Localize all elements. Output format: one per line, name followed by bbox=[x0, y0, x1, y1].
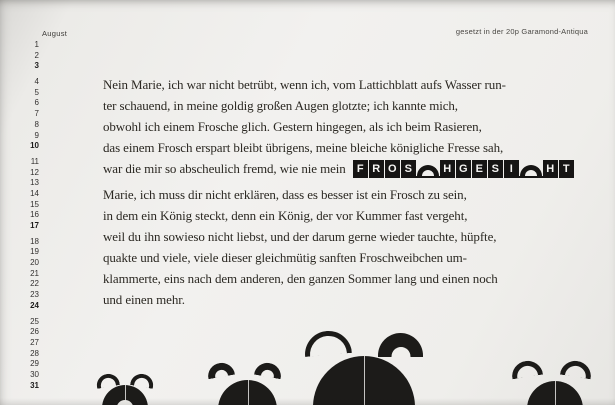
logo-letter-tile: E bbox=[472, 160, 487, 178]
day-number: 29 bbox=[30, 359, 39, 369]
day-number: 24 bbox=[30, 300, 39, 310]
day-number: 4 bbox=[34, 77, 39, 87]
arch-baseline bbox=[519, 176, 543, 178]
day-number: 13 bbox=[30, 178, 39, 188]
paragraph-1-last-line bbox=[103, 158, 603, 179]
froschgesicht-logotype bbox=[353, 160, 575, 178]
logo-letter-tile: R bbox=[369, 160, 384, 178]
day-number: 9 bbox=[34, 130, 39, 140]
day-number: 8 bbox=[34, 119, 39, 129]
day-number: 23 bbox=[30, 290, 39, 300]
calendar-week bbox=[22, 317, 39, 392]
text-line: das einem Frosch erspart bleibt übrigens, meine bleiche königliche Fresse sah, bbox=[103, 140, 504, 155]
calendar-week bbox=[22, 77, 39, 152]
day-number: 3 bbox=[34, 61, 39, 71]
logo-frog-arch-icon bbox=[520, 160, 542, 178]
frog3-eye-notch bbox=[391, 347, 410, 357]
day-number: 16 bbox=[30, 210, 39, 220]
text-line: obwohl ich einem Frosche glich. Gestern hingegen, als ich beim Rasieren, bbox=[103, 119, 482, 134]
paragraph-1 bbox=[103, 74, 603, 158]
logo-letter-tile: H bbox=[440, 160, 455, 178]
frog4-right-eye-icon bbox=[560, 359, 593, 380]
day-number: 7 bbox=[34, 109, 39, 119]
day-number: 22 bbox=[30, 279, 39, 289]
logo-letter-tile: S bbox=[488, 160, 503, 178]
logo-letter-tile: O bbox=[385, 160, 400, 178]
frog2-left-eye-icon bbox=[206, 361, 235, 379]
day-number: 10 bbox=[30, 141, 39, 151]
logo-letter-tile: I bbox=[504, 160, 519, 178]
day-number: 28 bbox=[30, 348, 39, 358]
text-line: Marie, ich muss dir nicht erklären, dass es besser ist ein Frosch zu sein, bbox=[103, 187, 467, 202]
text-line: klammerte, eins nach dem anderen, den ganzen Sommer lang und einen noch bbox=[103, 271, 498, 286]
logo-frog-arch-icon bbox=[417, 160, 439, 178]
month-label: August bbox=[42, 29, 68, 38]
day-number: 30 bbox=[30, 369, 39, 379]
logo-letter-tile: S bbox=[401, 160, 416, 178]
logo-letter-tile: F bbox=[353, 160, 368, 178]
day-number: 15 bbox=[30, 199, 39, 209]
arch-baseline bbox=[416, 176, 440, 178]
day-number: 19 bbox=[30, 247, 39, 257]
paragraph-2 bbox=[103, 184, 603, 310]
day-number: 31 bbox=[30, 380, 39, 390]
typeface-caption: gesetzt in der 20p Garamond-Antiqua bbox=[455, 27, 588, 36]
text-line: und einen mehr. bbox=[103, 292, 185, 307]
day-number: 14 bbox=[30, 188, 39, 198]
logo-letter-tile: G bbox=[456, 160, 471, 178]
calendar-day-column bbox=[22, 40, 39, 396]
text-line: ter schauend, in meine goldig großen Augen glotzte; ich kannte mich, bbox=[103, 98, 458, 113]
frog3-right-eye-icon bbox=[378, 333, 423, 357]
day-number: 17 bbox=[30, 221, 39, 230]
text-line: war die mir so abscheulich fremd, wie nie mein bbox=[103, 161, 346, 176]
calendar-week bbox=[22, 157, 39, 232]
day-number: 12 bbox=[30, 167, 39, 177]
day-number: 2 bbox=[34, 50, 39, 60]
calendar-week bbox=[22, 40, 39, 72]
day-number: 1 bbox=[34, 40, 39, 49]
day-number: 21 bbox=[30, 268, 39, 278]
logo-letter-tile: T bbox=[559, 160, 574, 178]
calendar-week bbox=[22, 237, 39, 312]
day-number: 26 bbox=[30, 327, 39, 337]
text-line: Nein Marie, ich war nicht betrübt, wenn ich, vom Lattichblatt aufs Wasser run- bbox=[103, 77, 506, 92]
day-number: 6 bbox=[34, 98, 39, 108]
day-number: 25 bbox=[30, 316, 39, 326]
day-number: 11 bbox=[30, 156, 39, 166]
frog4-left-eye-icon bbox=[510, 359, 543, 380]
day-number: 20 bbox=[30, 258, 39, 268]
text-block bbox=[103, 74, 603, 310]
day-number: 27 bbox=[30, 337, 39, 347]
logo-letter-tile: H bbox=[543, 160, 558, 178]
frog2-right-eye-icon bbox=[254, 361, 283, 379]
day-number: 5 bbox=[34, 87, 39, 97]
text-line: weil du ihn sowieso nicht liebst, und der darum gerne wieder tauchte, hüpfte, bbox=[103, 229, 497, 244]
frog3-left-eye-icon bbox=[303, 329, 352, 357]
page-bottom-shadow bbox=[0, 398, 615, 405]
text-line: quakte und viele, viele dieser gleichmütig sanften Froschweibchen um- bbox=[103, 250, 467, 265]
day-number: 18 bbox=[30, 236, 39, 246]
text-line: in dem ein König steckt, denn ein König, der vor Kummer fast vergeht, bbox=[103, 208, 468, 223]
